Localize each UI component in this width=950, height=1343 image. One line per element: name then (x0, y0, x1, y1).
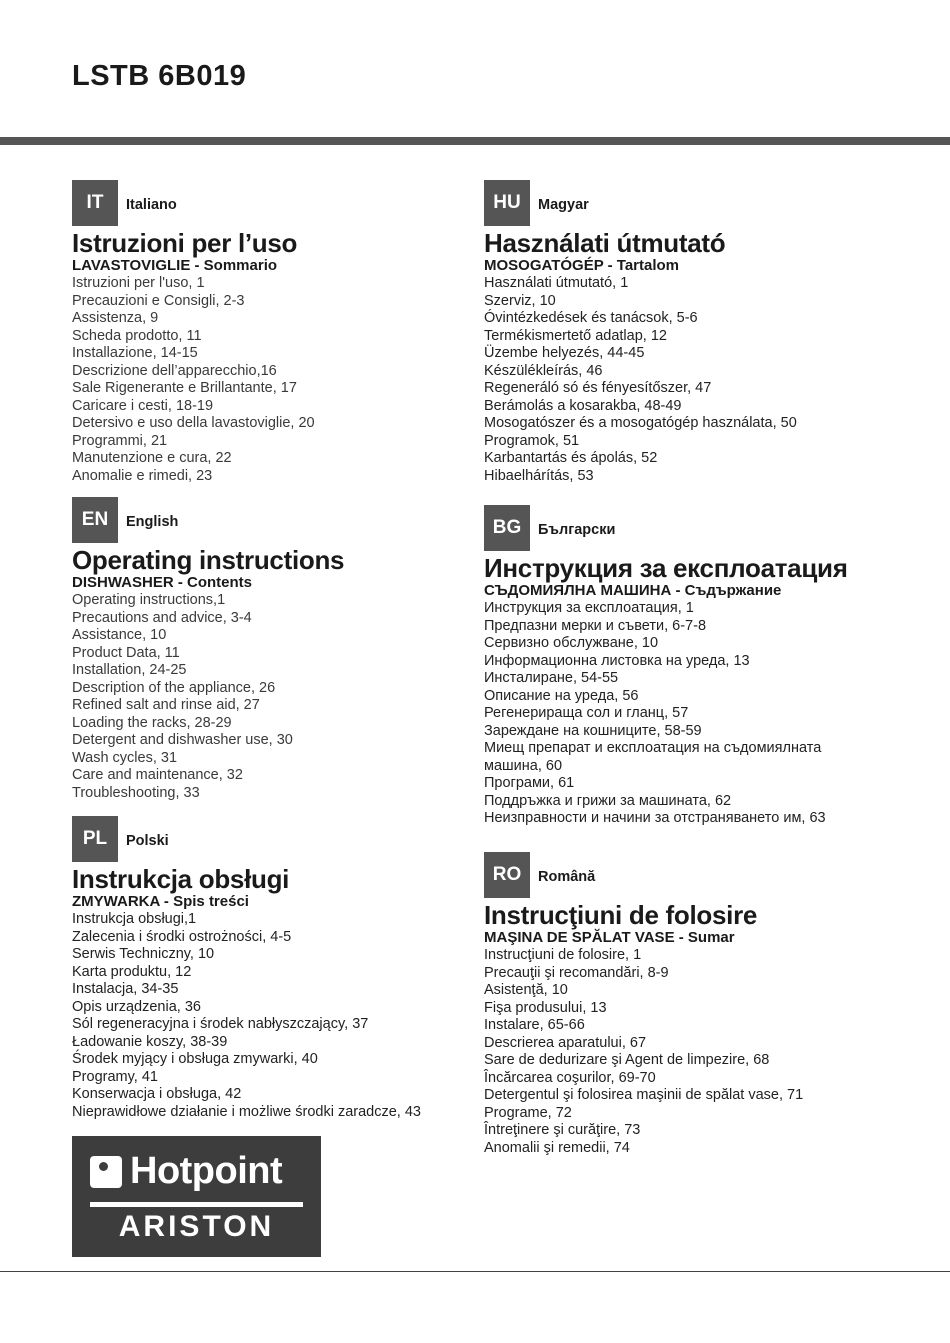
contents-item: Ładowanie koszy, 38-39 (72, 1033, 228, 1050)
logo-rule (90, 1202, 303, 1207)
contents-item: Installation, 24-25 (72, 662, 187, 678)
contents-item: Precauţii şi recomandări, 8-9 (484, 964, 669, 981)
section-heading: Istruzioni per l’uso (72, 228, 298, 258)
contents-item: Регенерираща сол и гланц, 57 (484, 705, 689, 721)
language-name: Magyar (538, 197, 589, 213)
contents-item: Instrucţiuni de folosire, 1 (484, 947, 642, 963)
contents-item: Програми, 61 (484, 775, 575, 791)
contents-item: Description of the appliance, 26 (72, 679, 276, 696)
section-english (72, 497, 492, 802)
section-subtitle: MOSOGATÓGÉP - Tartalom (484, 257, 680, 274)
contents-item: Operating instructions,1 (72, 592, 226, 608)
contents-list (484, 947, 904, 1157)
contents-item: Programok, 51 (484, 432, 580, 449)
contents-item: Întreţinere şi curăţire, 73 (484, 1122, 641, 1138)
language-code-badge: IT (72, 180, 118, 226)
section-heading: Instrukcja obsługi (72, 864, 290, 894)
language-code-badge: BG (484, 505, 530, 551)
contents-item: Refined salt and rinse aid, 27 (72, 697, 260, 713)
contents-item: Предпазни мерки и съвети, 6-7-8 (484, 617, 707, 634)
contents-item: Sale Rigenerante e Brillantante, 17 (72, 380, 297, 396)
contents-item: Mosogatószer és a mosogatógép használata, 50 (484, 415, 797, 431)
contents-item: Serwis Techniczny, 10 (72, 946, 215, 962)
language-name: Български (538, 522, 616, 538)
language-code-badge: RO (484, 852, 530, 898)
contents-item: Care and maintenance, 32 (72, 767, 243, 783)
contents-item: Nieprawidłowe działanie i możliwe środki zaradcze, 43 (72, 1103, 421, 1120)
contents-item: Regeneráló só és fényesítőszer, 47 (484, 380, 712, 396)
contents-item: Fişa produsului, 13 (484, 999, 607, 1016)
contents-item: Инсталиране, 54-55 (484, 670, 619, 686)
section-heading: Инструкция за експлоатация (484, 553, 848, 583)
contents-item: Programmi, 21 (72, 432, 168, 449)
contents-item: Sól regeneracyjna i środek nabłyszczający, 37 (72, 1016, 369, 1032)
section-polski (72, 816, 492, 1121)
header-divider (0, 137, 950, 145)
contents-item: Installazione, 14-15 (72, 345, 198, 361)
contents-item: Programy, 41 (72, 1068, 158, 1085)
contents-item: Programe, 72 (484, 1104, 572, 1121)
contents-item: Сервизно обслужване, 10 (484, 635, 659, 651)
language-header (484, 852, 904, 898)
contents-item: Instalare, 65-66 (484, 1017, 585, 1033)
contents-item: Karta produktu, 12 (72, 963, 192, 980)
contents-item: Asistenţă, 10 (484, 982, 568, 998)
section-subtitle: LAVASTOVIGLIE - Sommario (72, 257, 278, 274)
contents-item: Használati útmutató, 1 (484, 275, 629, 291)
contents-item: Precautions and advice, 3-4 (72, 609, 252, 626)
contents-item: машина, 60 (484, 757, 563, 774)
contents-item: Środek myjący i obsługa zmywarki, 40 (72, 1051, 318, 1067)
hotpoint-ariston-logo (72, 1136, 321, 1257)
contents-item: Berámolás a kosarakba, 48-49 (484, 397, 682, 414)
section-magyar (484, 180, 904, 485)
contents-item: Precauzioni e Consigli, 2-3 (72, 292, 245, 309)
contents-item: Konserwacja i obsługa, 42 (72, 1086, 242, 1102)
language-name: English (126, 514, 179, 530)
logo-brand: Hotpoint (130, 1150, 283, 1192)
section-italiano (72, 180, 492, 485)
contents-item: Hibaelhárítás, 53 (484, 467, 594, 484)
contents-item: Scheda prodotto, 11 (72, 327, 202, 344)
logo-sub: ARISTON (118, 1210, 275, 1243)
section-subtitle: MAŞINA DE SPĂLAT VASE - Sumar (484, 929, 735, 946)
contents-item: Anomalii şi remedii, 74 (484, 1139, 630, 1156)
contents-item: Készülékleírás, 46 (484, 362, 603, 379)
contents-item: Миещ препарат и експлоатация на съдомиялната (484, 740, 822, 756)
contents-list (484, 275, 904, 485)
contents-item: Assistenza, 9 (72, 310, 159, 326)
contents-item: Istruzioni per l'uso, 1 (72, 275, 205, 291)
contents-item: Manutenzione e cura, 22 (72, 450, 232, 466)
contents-item: Troubleshooting, 33 (72, 784, 200, 801)
contents-item: Detergentul şi folosirea maşinii de spălat vase, 71 (484, 1087, 804, 1103)
language-header (72, 816, 492, 862)
contents-item: Instalacja, 34-35 (72, 981, 179, 997)
contents-list (72, 275, 492, 485)
contents-item: Încărcarea coşurilor, 69-70 (484, 1069, 656, 1086)
contents-item: Üzembe helyezés, 44-45 (484, 345, 645, 361)
contents-item: Opis urządzenia, 36 (72, 998, 201, 1015)
language-name: Italiano (126, 197, 177, 213)
contents-item: Инструкция за експлоатация, 1 (484, 600, 694, 616)
contents-item: Неизправности и начини за отстраняването им, 63 (484, 810, 826, 826)
language-header (484, 505, 904, 551)
contents-list (72, 911, 492, 1121)
section-subtitle: СЪДОМИЯЛНА МАШИНА - Съдържание (484, 582, 782, 599)
language-code-badge: EN (72, 497, 118, 543)
contents-item: Поддръжка и грижи за машината, 62 (484, 792, 732, 809)
hotpoint-mark-icon (90, 1156, 122, 1188)
contents-item: Описание на уреда, 56 (484, 687, 639, 704)
contents-item: Loading the racks, 28-29 (72, 714, 232, 731)
contents-item: Assistance, 10 (72, 627, 167, 643)
contents-item: Caricare i cesti, 18-19 (72, 397, 214, 414)
section-subtitle: ZMYWARKA - Spis treści (72, 893, 249, 910)
language-header (72, 497, 492, 543)
section-bulgarian (484, 505, 904, 828)
contents-item: Sare de dedurizare şi Agent de limpezire, 68 (484, 1052, 770, 1068)
contents-item: Descrierea aparatului, 67 (484, 1034, 647, 1051)
language-header (484, 180, 904, 226)
contents-item: Karbantartás és ápolás, 52 (484, 450, 658, 466)
contents-item: Descrizione dell’apparecchio,16 (72, 362, 277, 379)
section-romana (484, 852, 904, 1157)
contents-item: Szerviz, 10 (484, 292, 556, 309)
section-heading: Operating instructions (72, 545, 345, 575)
contents-item: Detergent and dishwasher use, 30 (72, 732, 293, 748)
section-subtitle: DISHWASHER - Contents (72, 574, 252, 591)
language-code-badge: PL (72, 816, 118, 862)
contents-item: Зареждане на кошниците, 58-59 (484, 722, 702, 739)
language-header (72, 180, 492, 226)
contents-list (484, 600, 904, 828)
contents-item: Termékismertető adatlap, 12 (484, 327, 667, 344)
contents-item: Óvintézkedések és tanácsok, 5-6 (484, 310, 698, 326)
contents-list (72, 592, 492, 802)
language-name: Română (538, 869, 596, 885)
contents-item: Zalecenia i środki ostrożności, 4-5 (72, 928, 292, 945)
language-name: Polski (126, 833, 169, 849)
contents-item: Product Data, 11 (72, 644, 180, 661)
section-heading: Használati útmutató (484, 228, 726, 258)
contents-item: Информационна листовка на уреда, 13 (484, 652, 750, 669)
footer-divider (0, 1271, 950, 1272)
contents-item: Anomalie e rimedi, 23 (72, 467, 213, 484)
section-heading: Instrucţiuni de folosire (484, 900, 758, 930)
contents-item: Wash cycles, 31 (72, 749, 178, 766)
contents-item: Detersivo e uso della lavastoviglie, 20 (72, 415, 315, 431)
language-code-badge: HU (484, 180, 530, 226)
contents-item: Instrukcja obsługi,1 (72, 911, 197, 927)
document-title: LSTB 6B019 (72, 60, 247, 92)
